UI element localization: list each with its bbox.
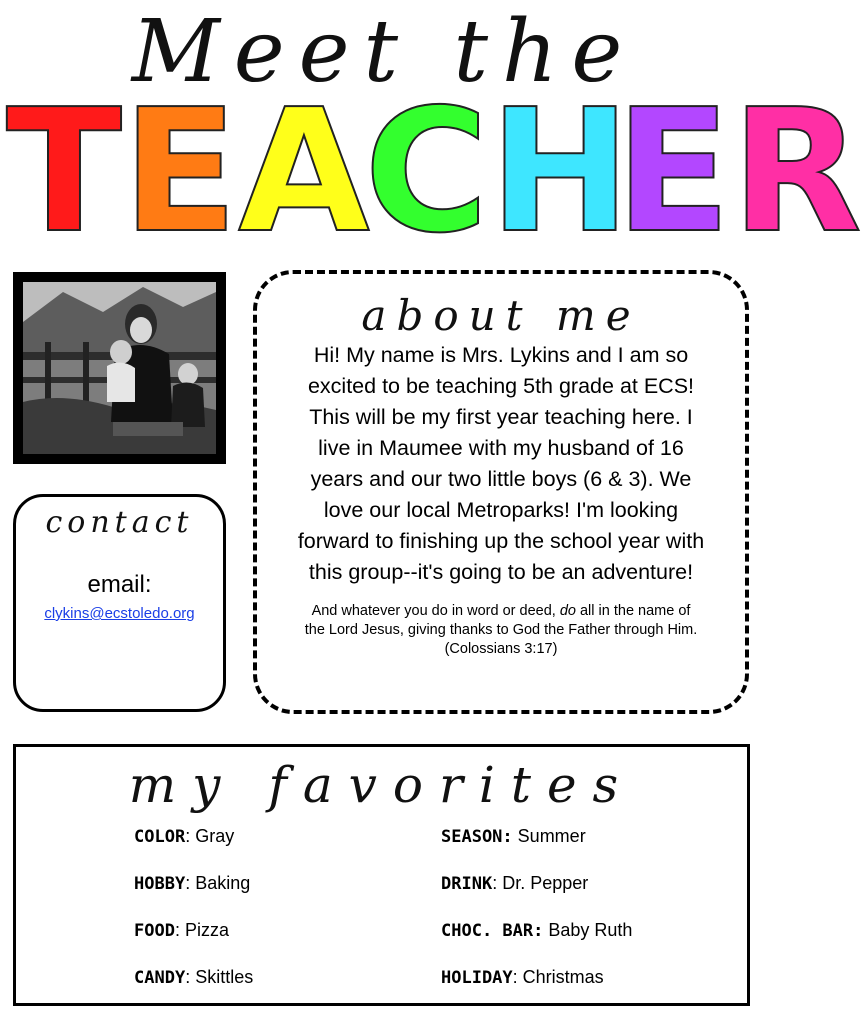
verse-emphasis: do <box>559 603 576 619</box>
favorite-key: HOBBY <box>134 874 186 894</box>
email-label: email: <box>87 571 152 598</box>
teacher-title <box>6 73 862 271</box>
bible-verse <box>301 602 701 659</box>
favorite-key: SEASON: <box>441 827 513 847</box>
favorite-value: Summer <box>517 826 586 846</box>
favorite-key: HOLIDAY <box>441 968 513 988</box>
teacher-letter: E <box>121 73 239 271</box>
favorite-sep: : <box>512 967 523 987</box>
contact-heading: contact <box>45 505 194 540</box>
verse-text-start: And whatever you do in word or deed, <box>311 603 560 619</box>
teacher-letter: H <box>488 73 632 271</box>
favorite-sep: : <box>185 873 196 893</box>
favorite-sep: : <box>185 826 196 846</box>
favorite-value: Gray <box>195 826 235 846</box>
favorites-heading: my favorites <box>128 756 635 814</box>
favorite-hobby <box>134 872 441 919</box>
teacher-letter: R <box>731 73 862 271</box>
favorite-key: DRINK <box>441 874 493 894</box>
favorite-key: CANDY <box>134 968 186 988</box>
teacher-letter: A <box>238 73 370 271</box>
favorite-value: Pizza <box>184 920 229 940</box>
verse-text-end: all in the name of the Lord Jesus, giving thanks to God the Father through Him. (Colossians 3:17) <box>304 603 698 657</box>
teacher-letter: T <box>6 73 122 271</box>
favorite-candy <box>134 966 441 1013</box>
favorite-drink <box>441 872 734 919</box>
favorite-value: Baby Ruth <box>548 920 633 940</box>
teacher-letter: C <box>364 73 489 271</box>
favorite-sep: : <box>174 920 185 940</box>
about-me-card <box>253 270 749 714</box>
favorite-color <box>134 825 441 872</box>
email-link[interactable]: clykins@ecstoledo.org <box>44 605 195 622</box>
favorite-season <box>441 825 734 872</box>
teacher-photo <box>23 282 216 454</box>
favorite-key: COLOR <box>134 827 186 847</box>
favorite-holiday <box>441 966 734 1013</box>
favorite-sep: : <box>492 873 503 893</box>
favorite-key: CHOC. BAR: <box>441 921 544 941</box>
favorite-sep: : <box>185 967 196 987</box>
teacher-photo-frame <box>13 272 226 464</box>
favorite-food <box>134 919 441 966</box>
favorite-value: Skittles <box>195 967 254 987</box>
favorites-list <box>134 825 734 995</box>
about-me-heading: about me <box>361 291 641 340</box>
photo-illustration <box>23 282 216 454</box>
favorite-value: Dr. Pepper <box>502 873 589 893</box>
about-me-text: Hi! My name is Mrs. Lykins and I am so excited to be teaching 5th grade at ECS! This will be my first year teaching here. I live in Maumee with my husband of 16 years and our two little boys (6 & 3). We love our local Metroparks! I'm looking forward to finishing up the school year with this group--it's going to be an adventure! <box>297 343 705 584</box>
teacher-letter: E <box>614 73 732 271</box>
favorites-card <box>13 744 750 1006</box>
favorite-value: Baking <box>195 873 251 893</box>
contact-card <box>13 494 226 712</box>
favorite-key: FOOD <box>134 921 175 941</box>
meet-the-title: Meet the <box>131 2 637 102</box>
favorite-choc-bar <box>441 919 734 966</box>
favorite-value: Christmas <box>522 967 604 987</box>
